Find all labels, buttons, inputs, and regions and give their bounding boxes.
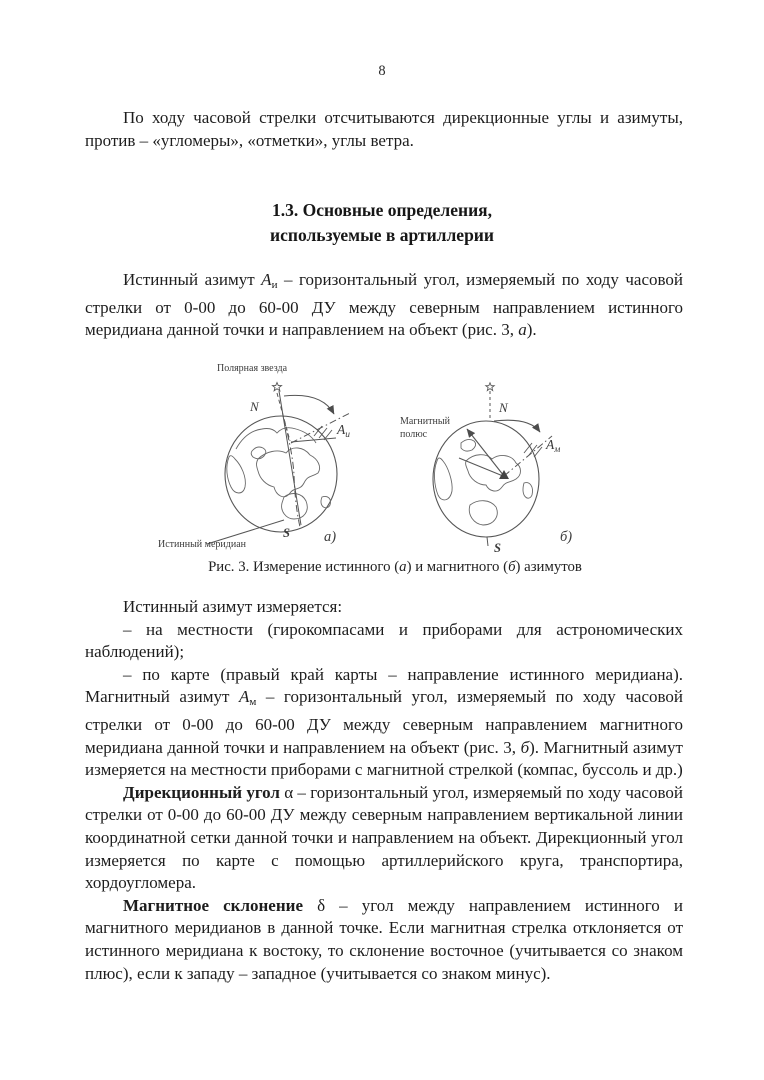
true-meridian-label: Истинный меридиан bbox=[158, 539, 247, 550]
south-tick bbox=[487, 537, 488, 546]
variable-a-magnetic-subscript: м bbox=[249, 696, 257, 709]
paragraph-azimuth-measured bbox=[85, 596, 683, 619]
globe-left-outline bbox=[225, 416, 337, 532]
text-run: – горизонтальный угол, измеряемый по ходу часовой стрелки от 0-00 до 60-00 ДУ между северным направлением истинного меридиана данной точки и направлением на объект (рис. 3, bbox=[85, 270, 684, 340]
magnetic-pole-label-line1: Магнитный bbox=[400, 416, 450, 427]
south-label-right: S bbox=[494, 541, 501, 555]
paragraph-true-azimuth-definition bbox=[85, 269, 683, 342]
section-heading-line-1: 1.3. Основные определения, bbox=[271, 200, 493, 220]
panel-label-b: б) bbox=[560, 529, 573, 545]
globe-right-outline bbox=[433, 421, 539, 537]
azimuth-label-magnetic bbox=[545, 437, 560, 455]
text-run: Истинный азимут bbox=[123, 270, 262, 289]
globe-left bbox=[158, 363, 350, 550]
polar-star-label: Полярная звезда bbox=[217, 363, 288, 374]
figure-azimuth-globes bbox=[0, 355, 764, 560]
azimuth-label-true bbox=[336, 422, 350, 440]
definitions-block bbox=[85, 596, 683, 985]
variable-a-true-subscript: и bbox=[271, 279, 278, 291]
magnetic-pole-label-line2: полюс bbox=[400, 429, 428, 440]
figure-ref-a: а bbox=[518, 320, 527, 340]
term-directional-angle: Дирекционный угол bbox=[123, 782, 280, 802]
south-label-left: S bbox=[283, 526, 290, 540]
page-number: 8 bbox=[378, 63, 386, 79]
north-label-right: N bbox=[499, 400, 508, 415]
list-item-on-terrain bbox=[85, 619, 683, 664]
horizon-line-left bbox=[291, 438, 336, 442]
variable-a-magnetic: А bbox=[239, 687, 250, 707]
caption-ref-a: а bbox=[399, 559, 407, 575]
azimuth-arc-left bbox=[284, 395, 334, 414]
azimuth-letter: А bbox=[337, 422, 346, 437]
paragraph-directional-angle bbox=[85, 782, 683, 895]
figure-caption bbox=[95, 559, 695, 576]
section-heading bbox=[0, 198, 764, 248]
angle-hatch-left bbox=[314, 426, 332, 440]
panel-label-a: а) bbox=[324, 529, 337, 545]
azimuth-subscript: м bbox=[554, 445, 561, 455]
caption-ref-b: б bbox=[508, 559, 516, 575]
text-run: Истинный азимут измеряется: bbox=[123, 597, 343, 616]
section-heading-line-2: используемые в артиллерии bbox=[270, 225, 494, 245]
text-run: – на местности (гирокомпасами и приборами для астрономических наблюдений); bbox=[85, 619, 683, 662]
caption-run: ) азимутов bbox=[515, 559, 582, 575]
north-label-left: N bbox=[250, 399, 259, 414]
caption-run: Рис. 3. Измерение истинного ( bbox=[208, 559, 400, 575]
figure-ref-b: б bbox=[520, 737, 530, 757]
object-direction-line-right bbox=[504, 436, 552, 476]
caption-run: ) и магнитного ( bbox=[406, 559, 509, 575]
term-magnetic-declination: Магнитное склонение bbox=[123, 895, 303, 915]
north-star-icon bbox=[486, 383, 495, 391]
true-meridian-line bbox=[279, 391, 301, 525]
globe-right bbox=[400, 383, 572, 555]
text-run: ). bbox=[526, 320, 537, 340]
globe-right-continents bbox=[434, 439, 532, 525]
globe-left-continents bbox=[227, 428, 331, 519]
azimuth-subscript: и bbox=[345, 430, 350, 440]
text-run: ). Магнитный азимут измеряется на местности приборами с магнитной стрелкой (компас, буссоль и др.) bbox=[85, 737, 683, 780]
azimuth-letter: А bbox=[546, 437, 555, 452]
polar-star-icon bbox=[273, 383, 282, 391]
text-run: δ – угол между направлением истинного и магнитного меридианов в данной точке. Если магнитная стрелка отклоняется от истинного меридиана к востоку, то склонение восточное (учитывается со знаком плюс), если к западу – западное (учитывается со знаком минус). bbox=[85, 895, 683, 983]
text-run: – по карте (правый край карты – направление истинного меридиана). Магнитный азимут bbox=[85, 664, 683, 707]
text-run: α – горизонтальный угол, измеряемый по ходу часовой стрелки от 0-00 до 60-00 ДУ между северным направлением вертикальной линии координатной сетки данной точки и направлением на объект. Дирекционный угол измеряется по карте с помощью артиллерийского круга, транспортира, хордоугломера. bbox=[85, 782, 683, 893]
variable-a-true: А bbox=[261, 270, 272, 289]
paragraph-magnetic-declination bbox=[85, 895, 683, 985]
text-run: – горизонтальный угол, измеряемый по ходу часовой стрелки от 0-00 до 60-00 ДУ между северным направлением магнитного меридиана данной точки и направлением на объект (рис. 3, bbox=[85, 687, 683, 757]
list-item-on-map-magnetic-azimuth bbox=[85, 664, 683, 782]
paragraph-clockwise-angles: По ходу часовой стрелки отсчитываются дирекционные углы и азимуты, против – «угломеры», «отметки», углы ветра. bbox=[85, 108, 683, 150]
azimuth-arc-right bbox=[494, 420, 540, 432]
angle-hatch-right bbox=[524, 443, 542, 457]
